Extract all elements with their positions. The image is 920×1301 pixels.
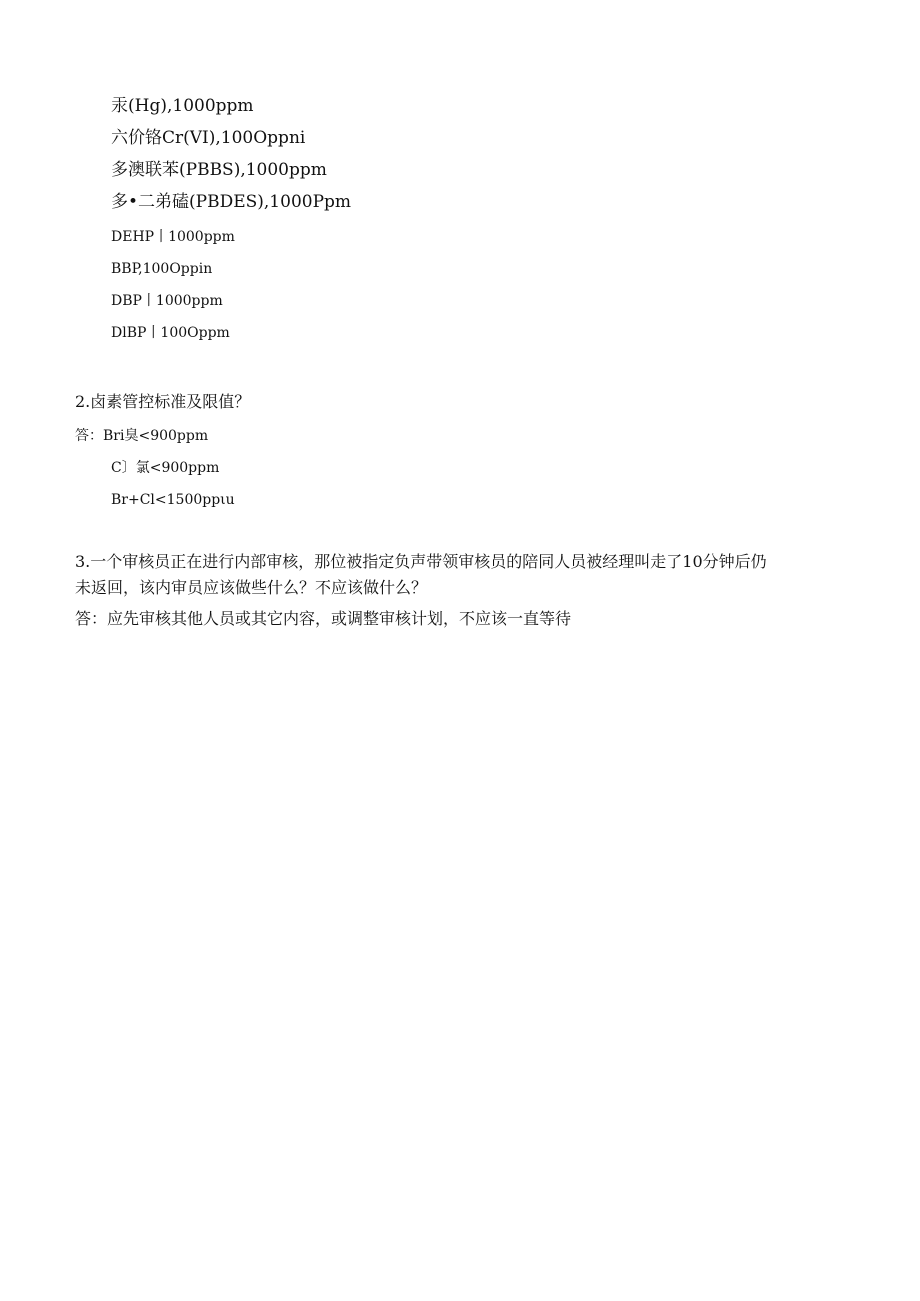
question-3-title-line-2: 未返回，该内审员应该做些什么？不应该做什么？ [75,578,428,597]
list-item-dehp: DEHP丨1000ppm [111,229,235,245]
list-item-dibp: DlBP丨100Oppm [111,325,230,341]
list-item-hexavalent-chromium: 六价铬Cr(VI),100Oppni [111,128,306,148]
list-item-dbp: DBP丨1000ppm [111,293,223,309]
answer-2-line-1: 答：Bri臭<900ppm [75,428,209,444]
list-item-mercury: 汞(Hg),1000ppm [111,96,254,116]
answer-2-line-2: C〕氯<900ppm [111,460,220,476]
list-item-pbbs: 多澳联苯(PBBS),1000ppm [111,160,327,180]
list-item-bbp: BBP,100Oppin [111,261,213,277]
answer-2-line-3: Br+Cl<1500ppιu [111,492,235,508]
question-3-title-line-1: 3.一个审核员正在进行内部审核，那位被指定负声带领审核员的陪同人员被经理叫走了10分钟后仍 [75,552,767,571]
question-2-title: 2.卤素管控标准及限值？ [75,392,251,411]
answer-3: 答：应先审核其他人员或其它内容，或调整审核计划，不应该一直等待 [75,609,572,628]
list-item-pbdes: 多•二弟磕(PBDES),1000Ppm [111,192,352,212]
